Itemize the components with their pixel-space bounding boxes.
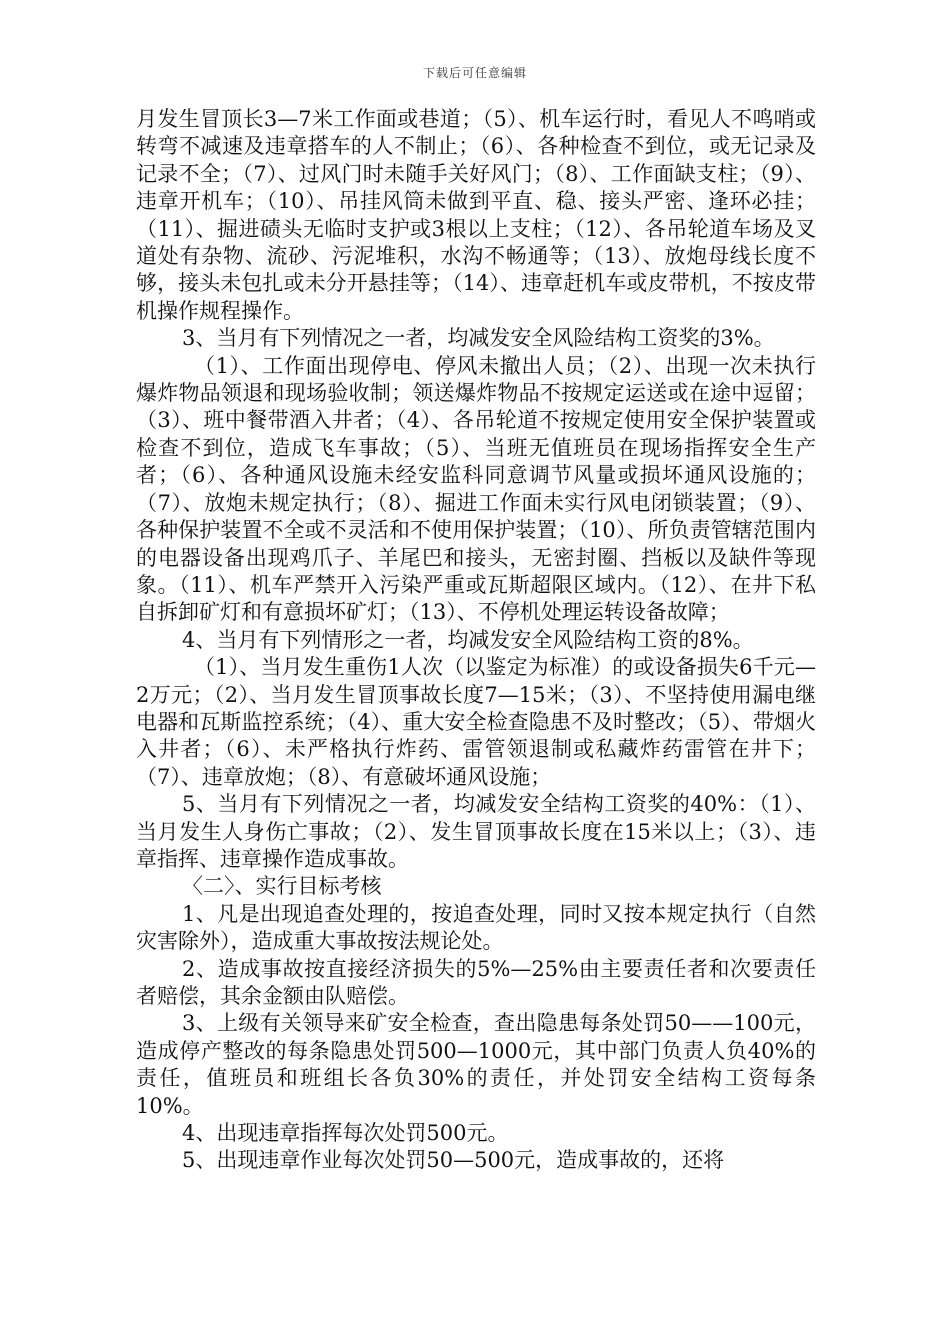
paragraph-rule-2: 2、造成事故按直接经济损失的5%—25%由主要责任者和次要责任者赔偿，其余金额由队赔偿。 [136,956,816,1008]
paragraph-item-4-details: （1）、当月发生重伤1人次（以鉴定为标准）的或设备损失6千元—2万元；（2）、当月发生冒顶事故长度7—15米；（3）、不坚持使用漏电继电器和瓦斯监控系统；（4）、重大安全检查隐患不及时整改；（5）、带烟火入井者；（6）、未严格执行炸药、雷管领退制或私藏炸药雷管在井下；（7）、违章放炮；（8）、有意破坏通风设施； [136,655,816,789]
paragraph-rule-5: 5、出现违章作业每次处罚50—500元，造成事故的，还将 [182,1148,725,1173]
document-body [136,106,816,1175]
paragraph-rule-4: 4、出现违章指挥每次处罚500元。 [182,1121,509,1146]
paragraph-item-3-details: （1）、工作面出现停电、停风未撤出人员；（2）、出现一次未执行爆炸物品领退和现场验收制；领送爆炸物品不按规定运送或在途中逗留；（3）、班中餐带酒入井者；（4）、各吊轮道不按规定使用安全保护装置或检查不到位，造成飞车事故；（5）、当班无值班员在现场指挥安全生产者；（6）、各种通风设施未经安监科同意调节风量或损坏通风设施的；（7）、放炮未规定执行；（8）、掘进工作面未实行风电闭锁装置；（9）、各种保护装置不全或不灵活和不使用保护装置；（10）、所负责管辖范围内的电器设备出现鸡爪子、羊尾巴和接头，无密封圈、挡板以及缺件等现象。（11）、机车严禁开入污染严重或瓦斯超限区域内。（12）、在井下私自拆卸矿灯和有意损坏矿灯；（13）、不停机处理运转设备故障； [136,353,816,625]
paragraph-continuation: 月发生冒顶长3—7米工作面或巷道；（5）、机车运行时，看见人不鸣哨或转弯不减速及违章搭车的人不制止；（6）、各种检查不到位，或无记录及记录不全；（7）、过风门时未随手关好风门；（8）、工作面缺支柱；（9）、违章开机车；（10）、吊挂风筒未做到平直、稳、接头严密、逢环必挂；（11）、掘进碛头无临时支护或3根以上支柱；（12）、各吊轮道车场及叉道处有杂物、流砂、污泥堆积，水沟不畅通等；（13）、放炮母线长度不够，接头未包扎或未分开悬挂等；（14）、违章赶机车或皮带机，不按皮带机操作规程操作。 [136,107,816,323]
paragraph-item-4: 4、当月有下列情形之一者，均减发安全风险结构工资的8%。 [182,627,754,652]
paragraph-item-3: 3、当月有下列情况之一者，均减发安全风险结构工资奖的3%。 [182,326,775,351]
paragraph-item-5: 5、当月有下列情况之一者，均减发安全结构工资奖的40%：（1）、当月发生人身伤亡事故；（2）、发生冒顶事故长度在15米以上；（3）、违章指挥、违章操作造成事故。 [136,792,816,871]
paragraph-rule-1: 1、凡是出现追查处理的，按追查处理，同时又按本规定执行（自然灾害除外），造成重大事故按法规论处。 [136,901,816,954]
page-header: 下载后可任意编辑 [422,66,527,80]
section-heading-target-assessment: 〈二〉、实行目标考核 [182,874,382,899]
paragraph-rule-3: 3、上级有关领导来矿安全检查，查出隐患每条处罚50——100元，造成停产整改的每条隐患处罚500—1000元，其中部门负责人负40%的责任，值班员和班组长各负30%的责任，并处罚安全结构工资每条10%。 [136,1011,816,1118]
